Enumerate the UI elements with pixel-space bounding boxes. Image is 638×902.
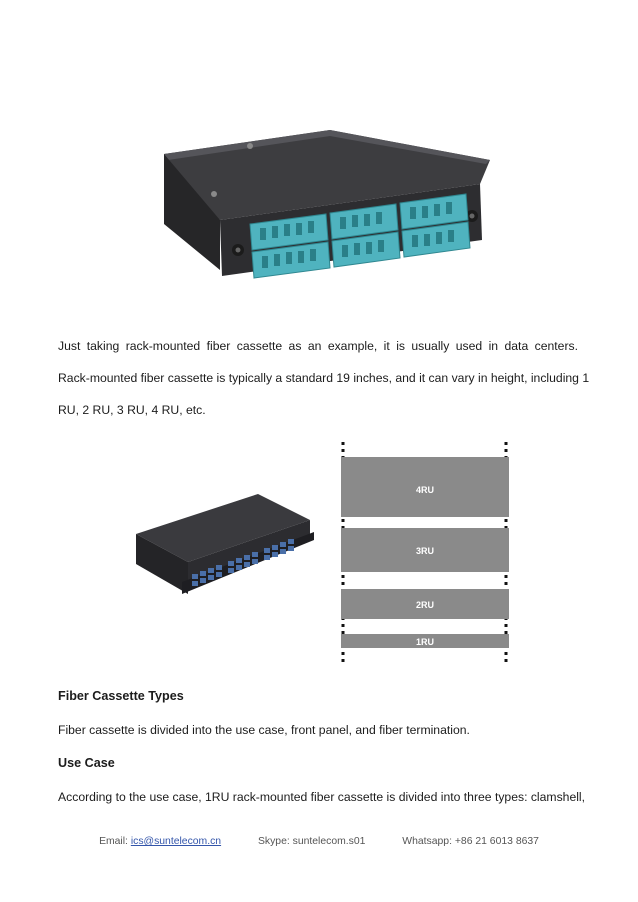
use-case-text: According to the use case, 1RU rack-mounted fiber cassette is divided into three types: clamshell, — [58, 790, 586, 804]
fiber-cassette-photo — [150, 120, 510, 290]
footer-skype: Skype: suntelecom.s01 — [257, 836, 366, 847]
intro-line-1: Just taking rack-mounted fiber cassette as an example, it is usually used in data centers. — [58, 339, 578, 353]
ru-label-3: 3RU — [415, 546, 435, 556]
ru-label-2: 2RU — [415, 600, 435, 610]
types-heading: Fiber Cassette Types — [58, 689, 184, 703]
footer-email-label: Email: — [99, 836, 131, 847]
footer-email — [99, 836, 221, 847]
intro-paragraph — [58, 330, 590, 426]
page-footer — [0, 836, 638, 847]
ru-label-1: 1RU — [415, 637, 435, 647]
intro-line-2: Rack-mounted fiber cassette is typically a standard 19 inches, and it can vary in height, including 1 — [58, 371, 590, 385]
ru-label-4: 4RU — [415, 485, 435, 495]
types-text: Fiber cassette is divided into the use case, front panel, and fiber termination. — [58, 723, 470, 737]
footer-whatsapp: Whatsapp: +86 21 6013 8637 — [402, 836, 539, 847]
email-link[interactable]: ics@suntelecom.cn — [130, 836, 222, 847]
use-case-heading: Use Case — [58, 756, 115, 770]
rack-unit-photo — [130, 490, 320, 610]
ru-size-diagram — [335, 440, 515, 666]
intro-line-3: RU, 2 RU, 3 RU, 4 RU, etc. — [58, 403, 206, 417]
